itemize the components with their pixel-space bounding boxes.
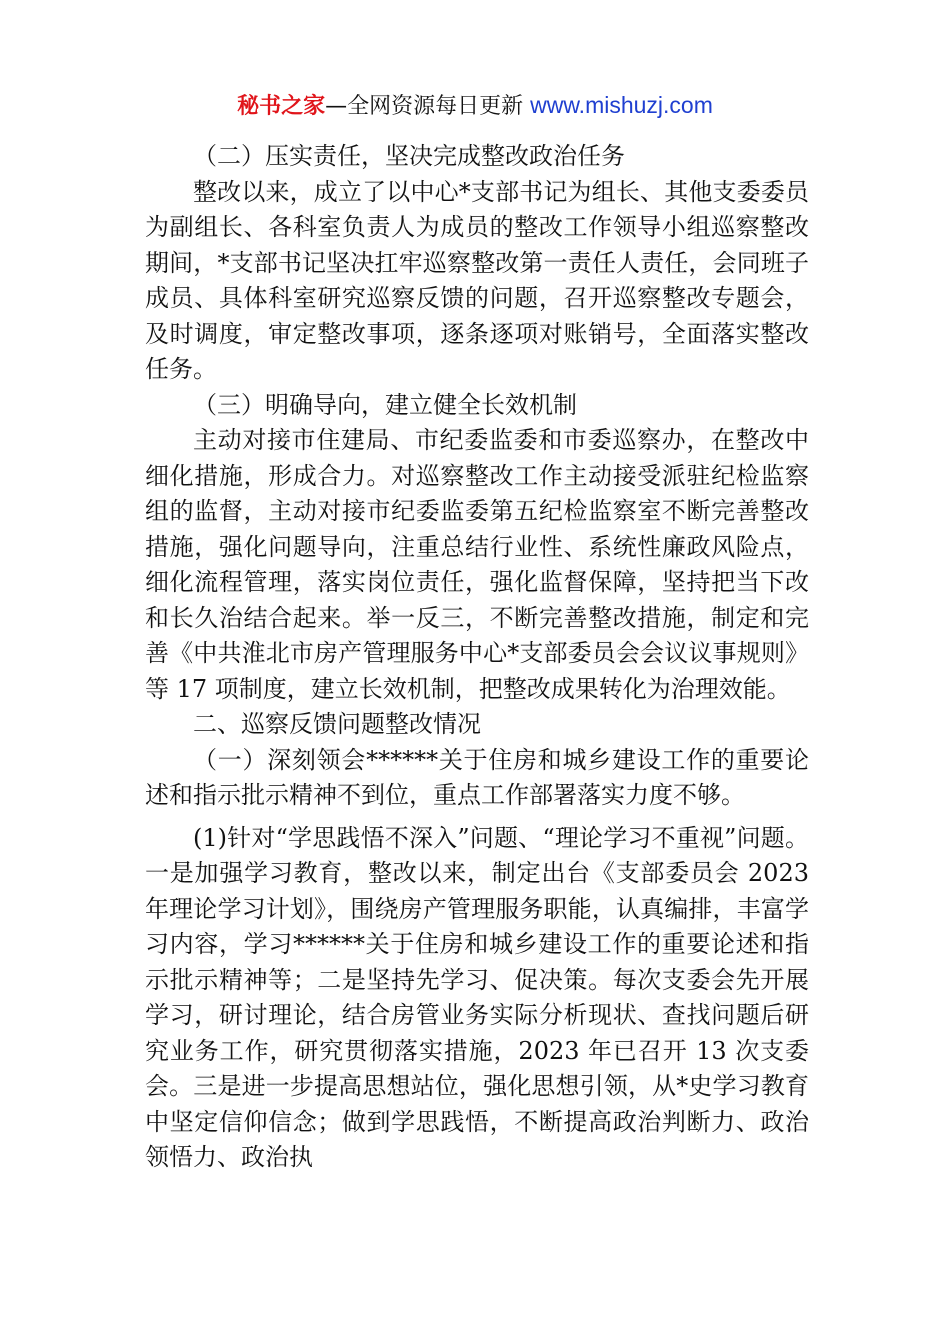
body-paragraph: (1)针对“学思践悟不深入”问题、“理论学习不重视”问题。一是加强学习教育，整改以来，制定出台《支部委员会 2023 年理论学习计划》，围绕房产管理服务职能，认真编排，丰富学习内容，学习******关于住房和城乡建设工作的重要论述和指示批示精神等；二是坚持先学习、促决策。每次支委会先开展学习，研讨理论，结合房管业务实际分析现状、查找问题后研究业务工作，研究贯彻落实措施，2023 年已召开 13 次支委会。三是进一步提高思想站位，强化思想引领，从*史学习教育中坚定信仰信念；做到学思践悟，不断提高政治判断力、政治领悟力、政治执 <box>145 823 809 1171</box>
header-tagline: —全网资源每日更新 <box>325 94 524 119</box>
document-body <box>145 139 809 1176</box>
site-header <box>0 88 950 124</box>
body-paragraph: 整改以来，成立了以中心*支部书记为组长、其他支委委员为副组长、各科室负责人为成员的整改工作领导小组巡察整改期间，*支部书记坚决扛牢巡察整改第一责任人责任，会同班子成员、具体科室研究巡察反馈的问题，召开巡察整改专题会，及时调度，审定整改事项，逐条逐项对账销号，全面落实整改任务。 <box>145 177 809 383</box>
subsection-heading: （一）深刻领会******关于住房和城乡建设工作的重要论述和指示批示精神不到位，重点工作部署落实力度不够。 <box>145 745 809 809</box>
section-heading: （三）明确导向，建立健全长效机制 <box>193 390 577 419</box>
section-heading: （二）压实责任，坚决完成整改政治任务 <box>193 142 625 170</box>
chapter-heading: 二、巡察反馈问题整改情况 <box>193 710 481 738</box>
body-paragraph: 主动对接市住建局、市纪委监委和市委巡察办，在整改中细化措施，形成合力。对巡察整改工作主动接受派驻纪检监察组的监督，主动对接市纪委监委第五纪检监察室不断完善整改措施，强化问题导向，注重总结行业性、系统性廉政风险点，细化流程管理，落实岗位责任，强化监督保障，坚持把当下改和长久治结合起来。举一反三，不断完善整改措施，制定和完善《中共淮北市房产管理服务中心*支部委员会会议议事规则》等 17 项制度，建立长效机制，把整改成果转化为治理效能。 <box>145 426 809 703</box>
brand-name: 秘书之家 <box>237 94 326 119</box>
site-url-link[interactable]: www.mishuzj.com <box>530 92 713 118</box>
